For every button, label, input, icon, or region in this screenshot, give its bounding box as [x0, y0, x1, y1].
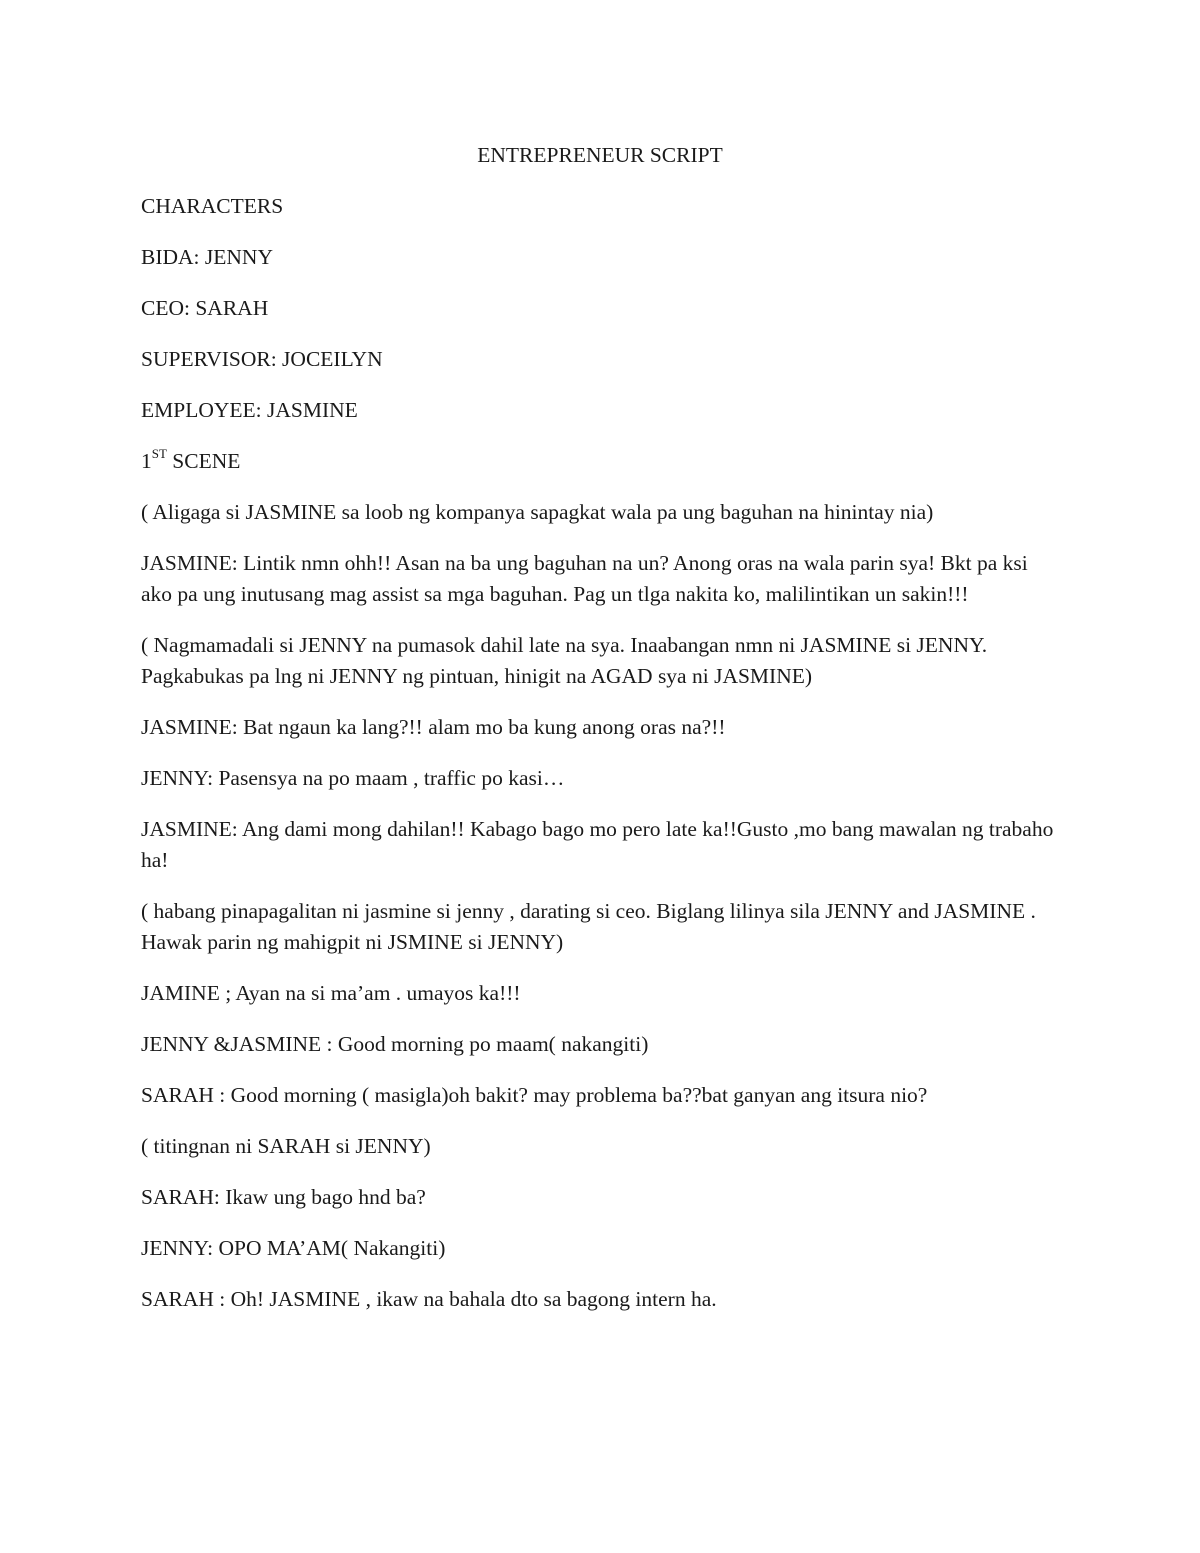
cast-item-bida: BIDA: JENNY [141, 245, 273, 269]
document-title: ENTREPRENEUR SCRIPT [477, 143, 723, 167]
script-line: SARAH: Ikaw ung bago hnd ba? [141, 1185, 426, 1209]
script-line: JAMINE ; Ayan na si ma’am . umayos ka!!! [141, 981, 521, 1005]
script-line: JENNY: Pasensya na po maam , traffic po kasi… [141, 766, 565, 790]
script-line: SARAH : Good morning ( masigla)oh bakit? may problema ba??bat ganyan ang itsura nio? [141, 1083, 928, 1107]
script-line: ( Nagmamadali si JENNY na pumasok dahil late na sya. Inaabangan nmn ni JASMINE si JENNY. Pagkabukas pa lng ni JENNY ng pintuan, hinigit na AGAD sya ni JASMINE) [141, 633, 988, 688]
cast-item-supervisor: SUPERVISOR: JOCEILYN [141, 347, 383, 371]
script-line: JENNY: OPO MA’AM( Nakangiti) [141, 1236, 446, 1260]
document-body [141, 191, 1061, 1335]
script-line: JASMINE: Bat ngaun ka lang?!! alam mo ba kung anong oras na?!! [141, 715, 726, 739]
scene-number: 1 [141, 449, 152, 473]
script-line: ( habang pinapagalitan ni jasmine si jenny , darating si ceo. Biglang lilinya sila JENNY and JASMINE . Hawak parin ng mahigpit ni JSMINE si JENNY) [141, 899, 1036, 954]
script-line: ( Aligaga si JASMINE sa loob ng kompanya sapagkat wala pa ung baguhan na hinintay nia) [141, 500, 934, 524]
scene-heading [141, 446, 1061, 477]
cast-item-ceo: CEO: SARAH [141, 296, 269, 320]
scene-label: SCENE [166, 449, 241, 473]
script-line: JASMINE: Ang dami mong dahilan!! Kabago bago mo pero late ka!!Gusto ,mo bang mawalan ng trabaho ha! [141, 817, 1054, 872]
script-line: JASMINE: Lintik nmn ohh!! Asan na ba ung baguhan na un? Anong oras na wala parin sya! Bkt pa ksi ako pa ung inutusang mag assist sa mga baguhan. Pag un tlga nakita ko, malilintikan un sakin!!! [141, 551, 1028, 606]
scene-ordinal-suffix: ST [151, 445, 167, 461]
characters-heading: CHARACTERS [141, 194, 284, 218]
script-line: JENNY &JASMINE : Good morning po maam( nakangiti) [141, 1032, 649, 1056]
script-line: SARAH : Oh! JASMINE , ikaw na bahala dto sa bagong intern ha. [141, 1287, 717, 1311]
cast-item-employee: EMPLOYEE: JASMINE [141, 398, 358, 422]
script-line: ( titingnan ni SARAH si JENNY) [141, 1134, 431, 1158]
